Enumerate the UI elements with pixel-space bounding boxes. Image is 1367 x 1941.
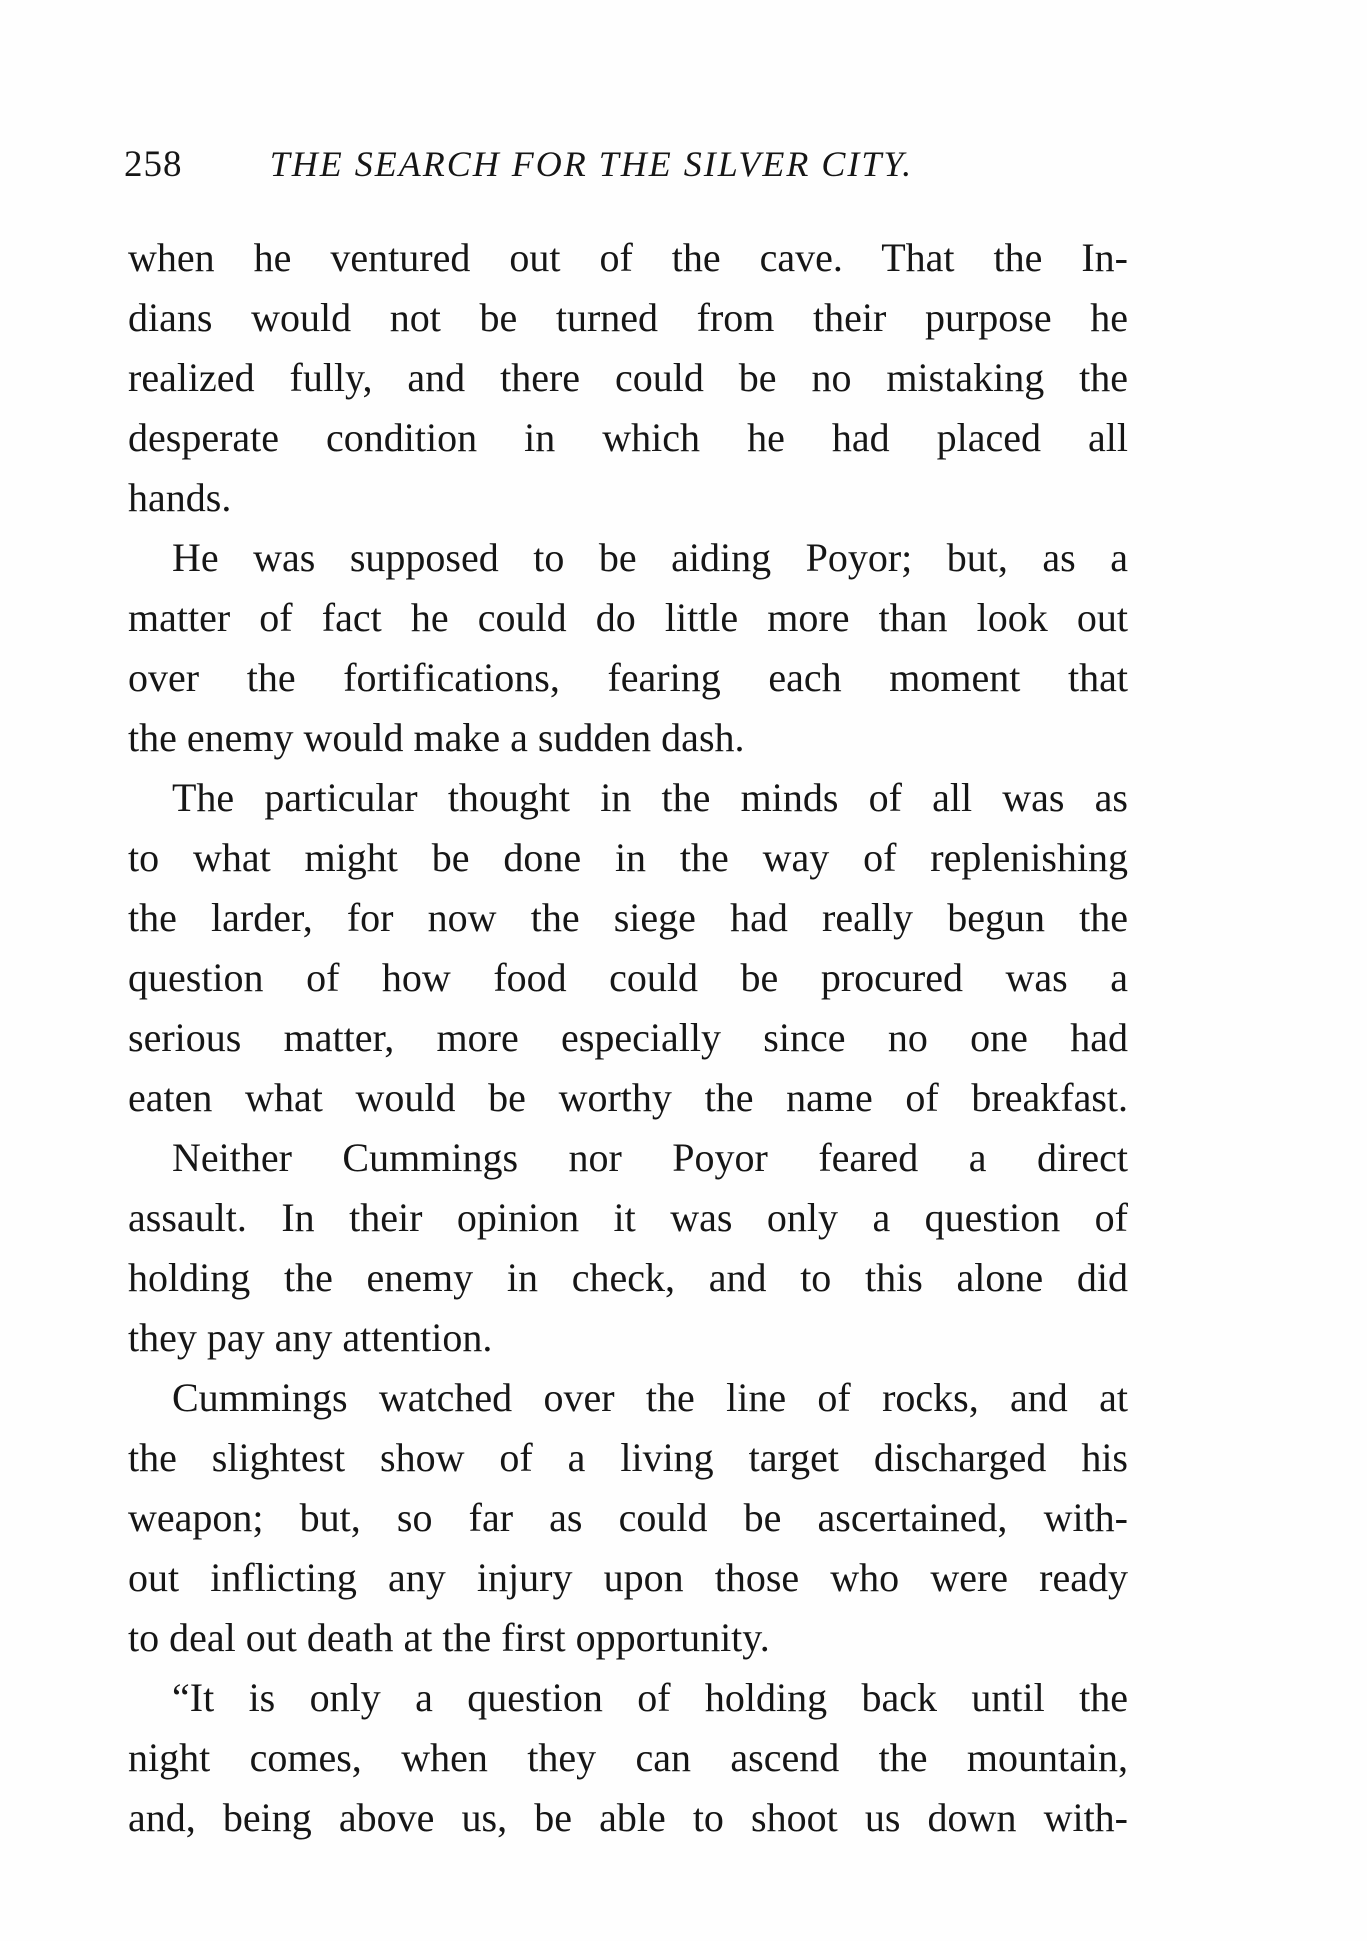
- text-line: “It is only a question of holding back until the: [172, 1675, 1128, 1720]
- paragraph: [128, 528, 1128, 768]
- paragraph: [128, 228, 1128, 528]
- text-line: weapon; but, so far as could be ascertained, with-: [128, 1495, 1128, 1540]
- text-line: holding the enemy in check, and to this alone did: [128, 1255, 1128, 1300]
- text-line: The particular thought in the minds of all was as: [172, 775, 1128, 820]
- text-line: serious matter, more especially since no one had: [128, 1015, 1128, 1060]
- text-line: to deal out death at the first opportunity.: [128, 1615, 770, 1660]
- text-line: over the fortifications, fearing each moment that: [128, 655, 1128, 700]
- body-text: [128, 228, 1128, 1848]
- text-line: question of how food could be procured was a: [128, 955, 1128, 1000]
- text-line: out inflicting any injury upon those who were ready: [128, 1555, 1128, 1600]
- text-line: and, being above us, be able to shoot us down with-: [128, 1795, 1128, 1840]
- text-line: night comes, when they can ascend the mountain,: [128, 1735, 1128, 1780]
- text-line: matter of fact he could do little more than look out: [128, 595, 1128, 640]
- paragraph: [128, 1128, 1128, 1368]
- text-line: eaten what would be worthy the name of breakfast.: [128, 1075, 1128, 1120]
- running-head: [124, 140, 1124, 188]
- text-line: realized fully, and there could be no mistaking the: [128, 355, 1128, 400]
- text-line: hands.: [128, 475, 232, 520]
- text-line: dians would not be turned from their purpose he: [128, 295, 1128, 340]
- text-line: the larder, for now the siege had really begun the: [128, 895, 1128, 940]
- text-line: assault. In their opinion it was only a question of: [128, 1195, 1128, 1240]
- paragraph: [128, 768, 1128, 1128]
- text-line: the enemy would make a sudden dash.: [128, 715, 745, 760]
- text-line: desperate condition in which he had placed all: [128, 415, 1128, 460]
- text-line: He was supposed to be aiding Poyor; but, as a: [172, 535, 1128, 580]
- paragraph: [128, 1368, 1128, 1668]
- text-line: Cummings watched over the line of rocks, and at: [172, 1375, 1128, 1420]
- text-line: Neither Cummings nor Poyor feared a direct: [172, 1135, 1128, 1180]
- text-line: the slightest show of a living target discharged his: [128, 1435, 1128, 1480]
- text-line: when he ventured out of the cave. That the In-: [128, 235, 1128, 280]
- page-number: 258: [124, 144, 183, 185]
- text-line: to what might be done in the way of replenishing: [128, 835, 1128, 880]
- text-line: they pay any attention.: [128, 1315, 493, 1360]
- paragraph: [128, 1668, 1128, 1848]
- book-title: THE SEARCH FOR THE SILVER CITY.: [269, 144, 914, 184]
